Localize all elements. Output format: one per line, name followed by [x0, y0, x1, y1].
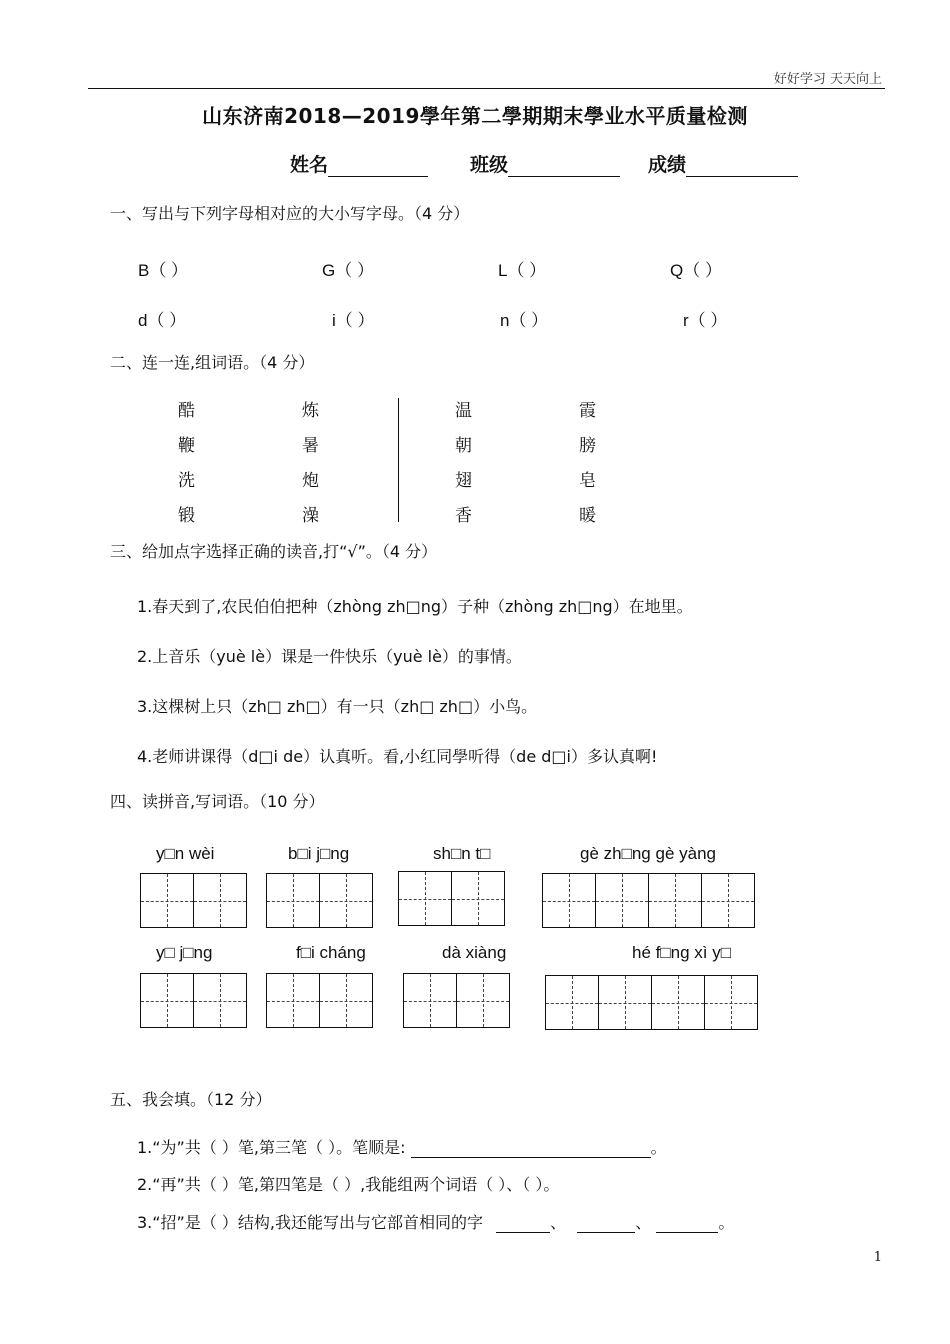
letter-item[interactable]: L（ ）: [498, 261, 547, 280]
score-label: 成绩: [648, 154, 687, 176]
period: 。: [718, 1213, 735, 1232]
writing-cell[interactable]: [141, 974, 194, 1027]
writing-grid[interactable]: [140, 973, 247, 1028]
letter-item[interactable]: n（ ）: [500, 311, 549, 330]
match-char[interactable]: 暑: [302, 436, 319, 456]
writing-cell[interactable]: [702, 874, 755, 927]
match-char[interactable]: 酷: [178, 401, 195, 421]
match-char[interactable]: 暖: [579, 506, 596, 526]
score-blank[interactable]: [686, 156, 798, 177]
question-item[interactable]: 3.这棵树上只（zh□ zh□）有一只（zh□ zh□）小鸟。: [137, 697, 538, 716]
writing-cell[interactable]: [546, 976, 599, 1029]
writing-cell[interactable]: [399, 872, 452, 925]
writing-cell[interactable]: [320, 974, 373, 1027]
page-title: 山东济南2018—2019學年第二學期期末學业水平质量检测: [202, 104, 748, 128]
column-divider: [398, 398, 399, 522]
separator: 、: [635, 1213, 652, 1232]
writing-cell[interactable]: [194, 874, 247, 927]
writing-cell[interactable]: [543, 874, 596, 927]
pinyin-label: hé f□ng xì y□: [632, 943, 731, 962]
writing-cell[interactable]: [596, 874, 649, 927]
pinyin-label: dà xiàng: [442, 943, 507, 962]
header-rule: [88, 88, 885, 89]
page-number: 1: [873, 1250, 882, 1265]
writing-grid[interactable]: [398, 871, 505, 926]
writing-cell[interactable]: [267, 974, 320, 1027]
writing-grid[interactable]: [140, 873, 247, 928]
name-blank[interactable]: [328, 156, 428, 177]
letter-item[interactable]: d（ ）: [138, 311, 187, 330]
char-blank[interactable]: [577, 1216, 635, 1233]
match-char[interactable]: 朝: [455, 436, 472, 456]
writing-cell[interactable]: [599, 976, 652, 1029]
writing-cell[interactable]: [457, 974, 510, 1027]
stroke-order-blank[interactable]: [411, 1141, 651, 1158]
writing-cell[interactable]: [404, 974, 457, 1027]
name-label: 姓名: [290, 154, 329, 176]
match-char[interactable]: 鞭: [178, 436, 195, 456]
match-char[interactable]: 澡: [302, 506, 319, 526]
match-char[interactable]: 膀: [579, 436, 596, 456]
match-char[interactable]: 炮: [302, 471, 319, 491]
writing-grid[interactable]: [266, 873, 373, 928]
fill-item-3-text: 3.“招”是（ ）结构,我还能写出与它部首相同的字: [137, 1213, 484, 1232]
writing-grid[interactable]: [545, 975, 758, 1030]
writing-cell[interactable]: [652, 976, 705, 1029]
section-2-heading: 二、连一连,组词语。（4 分）: [110, 353, 315, 372]
section-5-heading: 五、我会填。（12 分）: [110, 1090, 272, 1109]
pinyin-label: y□ j□ng: [156, 943, 213, 962]
letter-item[interactable]: r（ ）: [683, 311, 728, 330]
fill-item-3[interactable]: [137, 1210, 734, 1233]
separator: 、: [550, 1213, 567, 1232]
writing-cell[interactable]: [141, 874, 194, 927]
fill-item-2[interactable]: 2.“再”共（ ）笔,第四笔是（ ）,我能组两个词语（ ）、（ ）。: [137, 1175, 560, 1194]
question-item[interactable]: 4.老师讲课得（d□i de）认真听。看,小红同學听得（de d□i）多认真啊!: [137, 747, 658, 766]
section-1-heading: 一、写出与下列字母相对应的大小写字母。（4 分）: [110, 204, 470, 223]
pinyin-label: sh□n t□: [433, 844, 491, 863]
letter-item[interactable]: Q（ ）: [670, 261, 722, 280]
question-item[interactable]: 2.上音乐（yuè lè）课是一件快乐（yuè lè）的事情。: [137, 647, 522, 666]
writing-grid[interactable]: [542, 873, 755, 928]
score-field[interactable]: [648, 150, 798, 177]
fill-item-1-text: 1.“为”共（ ）笔,第三笔（ ）。笔顺是:: [137, 1138, 406, 1157]
class-label: 班级: [470, 154, 509, 176]
match-char[interactable]: 炼: [302, 401, 319, 421]
period: 。: [650, 1138, 667, 1157]
match-char[interactable]: 香: [455, 506, 472, 526]
question-item[interactable]: 1.春天到了,农民伯伯把种（zhòng zh□ng）子种（zhòng zh□ng）在地里。: [137, 597, 693, 616]
match-char[interactable]: 霞: [579, 401, 596, 421]
pinyin-label: gè zh□ng gè yàng: [580, 844, 716, 863]
class-field[interactable]: [470, 150, 620, 177]
writing-cell[interactable]: [649, 874, 702, 927]
letter-item[interactable]: G（ ）: [322, 261, 374, 280]
writing-grid[interactable]: [266, 973, 373, 1028]
writing-cell[interactable]: [452, 872, 505, 925]
header-motto: 好好学习 天天向上: [773, 72, 882, 87]
match-char[interactable]: 洗: [178, 471, 195, 491]
letter-item[interactable]: B（ ）: [138, 261, 189, 280]
writing-grid[interactable]: [403, 973, 510, 1028]
match-char[interactable]: 锻: [178, 506, 195, 526]
match-char[interactable]: 翅: [455, 471, 472, 491]
name-field[interactable]: [290, 150, 428, 177]
writing-cell[interactable]: [705, 976, 758, 1029]
pinyin-label: b□i j□ng: [288, 844, 350, 863]
char-blank[interactable]: [656, 1216, 718, 1233]
section-3-heading: 三、给加点字选择正确的读音,打“√”。（4 分）: [110, 542, 438, 561]
match-char[interactable]: 温: [455, 401, 472, 421]
fill-item-1[interactable]: [137, 1135, 667, 1158]
pinyin-label: y□n wèi: [156, 844, 215, 863]
letter-item[interactable]: i（ ）: [332, 311, 375, 330]
char-blank[interactable]: [496, 1216, 550, 1233]
writing-cell[interactable]: [194, 974, 247, 1027]
class-blank[interactable]: [508, 156, 620, 177]
writing-cell[interactable]: [320, 874, 373, 927]
section-4-heading: 四、读拼音,写词语。（10 分）: [110, 792, 325, 811]
match-char[interactable]: 皂: [579, 471, 596, 491]
pinyin-label: f□i cháng: [296, 943, 366, 962]
writing-cell[interactable]: [267, 874, 320, 927]
